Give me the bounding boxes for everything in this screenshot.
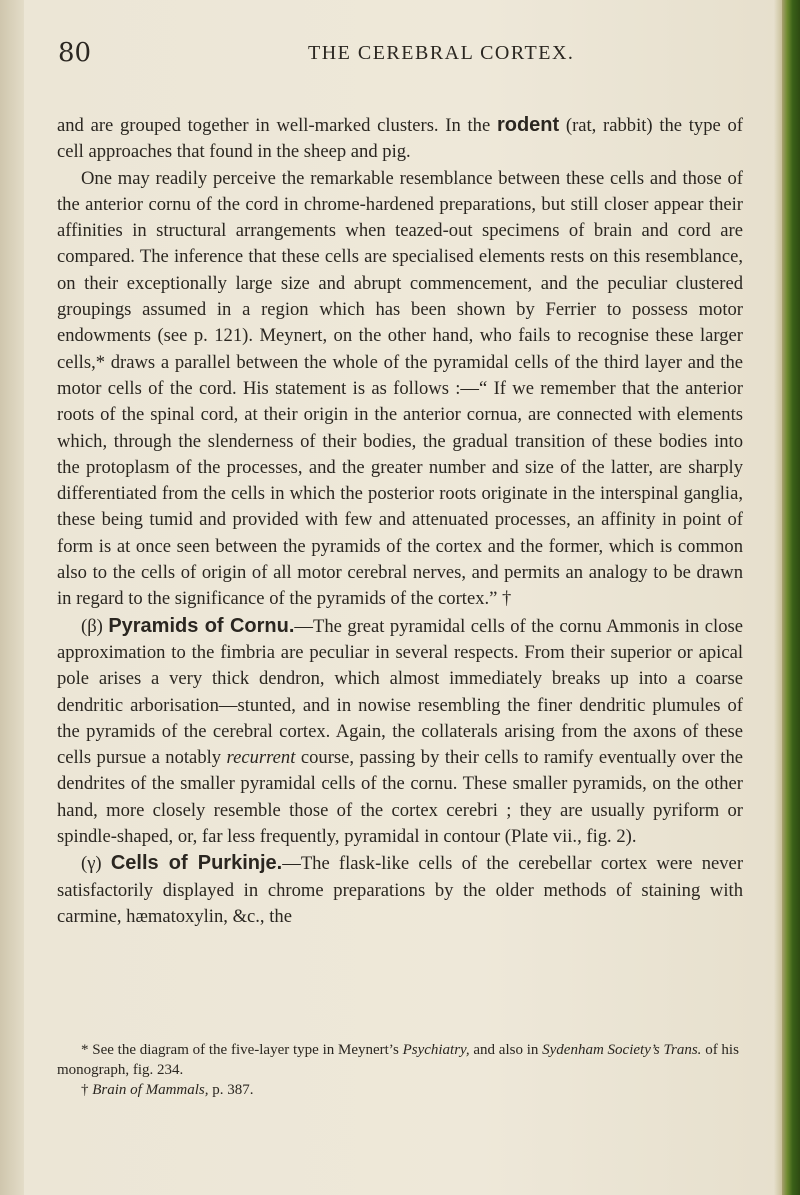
main-text [57,112,743,930]
footnotes [57,1040,743,1100]
book-cover-edge [782,0,800,1195]
paragraph-3: (β) Pyramids of Cornu.—The great pyramidal cells of the cornu Ammonis in close approximation to the fimbria are peculiar in several respects. From their superior or apical pole arises a very thick dendron, which almost immediately breaks up into a coarse dendritic arborisation—stunted, and in nowise resembling the finer dendritic plumules of the pyramids of the cerebral cortex. Again, the collaterals arising from the axons of these cells pursue a notably recurrent course, passing by their cells to ramify eventually over the dendrites of the smaller pyramidal cells of the cornu. These smaller pyramids, on the other hand, more closely resemble those of the cortex cerebri ; they are usually pyriform or spindle-shaped, or, far less frequently, pyramidal in contour (Plate vii., fig. 2). [57,614,744,848]
term-rodent: rodent [496,114,560,136]
footnote-2: † Brain of Mammals, p. 387. [81,1082,254,1098]
section-label-beta: (β) [81,615,103,637]
footnote-1: * See the diagram of the five-layer type in Meynert’s Psychiatry, and also in Sydenham Society’s Trans. of his monograph, fig. 234. [57,1042,739,1078]
paragraph-4: (γ) Cells of Purkinje.—The flask-like cells of the cerebellar cortex were never satisfactorily displayed in chrome preparations by the older methods of staining with carmine, hæmatoxylin, &c., the [57,852,744,927]
page-gutter-shadow [0,0,24,1195]
running-title: THE CEREBRAL CORTEX. [308,42,575,64]
section-heading-pyramids-of-cornu: Pyramids of Cornu. [108,614,295,637]
section-heading-cells-of-purkinje: Cells of Purkinje. [110,852,283,875]
page-number: 80 [58,38,92,68]
page-edge [774,0,782,1195]
paragraph-1: and are grouped together in well-marked clusters. In the rodent (rat, rabbit) the type of cell approaches that found in the sheep and pig. [57,114,743,163]
running-header [58,38,758,78]
paragraph-2: One may readily perceive the remarkable resemblance between these cells and those of the anterior cornu of the cord in chrome-hardened preparations, but still closer appear their affinities in structural arrangements when teazed-out specimens of brain and cord are compared. The inference that these cells are specialised elements rests on this resemblance, on their exceptionally large size and abrupt commencement, and the peculiar clustered groupings assumed in a region which has been shown by Ferrier to possess motor endowments (see p. 121). Meynert, on the other hand, who fails to recognise these larger cells,* draws a parallel between the whole of the pyramidal cells of the third layer and the motor cells of the cord. His statement is as follows :—“ If we remember that the anterior roots of the spinal cord, at their origin in the anterior cornua, are connected with elements which, through the slenderness of their bodies, the gradual transition of these bodies into the protoplasm of the processes, and the greater number and size of the latter, are sharply differentiated from the cells in which the posterior roots originate in the interspinal ganglia, these being tumid and provided with few and attenuated processes, an affinity in point of form is at once seen between the pyramids of the cortex and the former, which is common also to the cells of origin of all motor cerebral nerves, and permits an analogy to be drawn in regard to the significance of the pyramids of the cortex.” † [57,167,743,610]
section-label-gamma: (γ) [81,853,102,875]
